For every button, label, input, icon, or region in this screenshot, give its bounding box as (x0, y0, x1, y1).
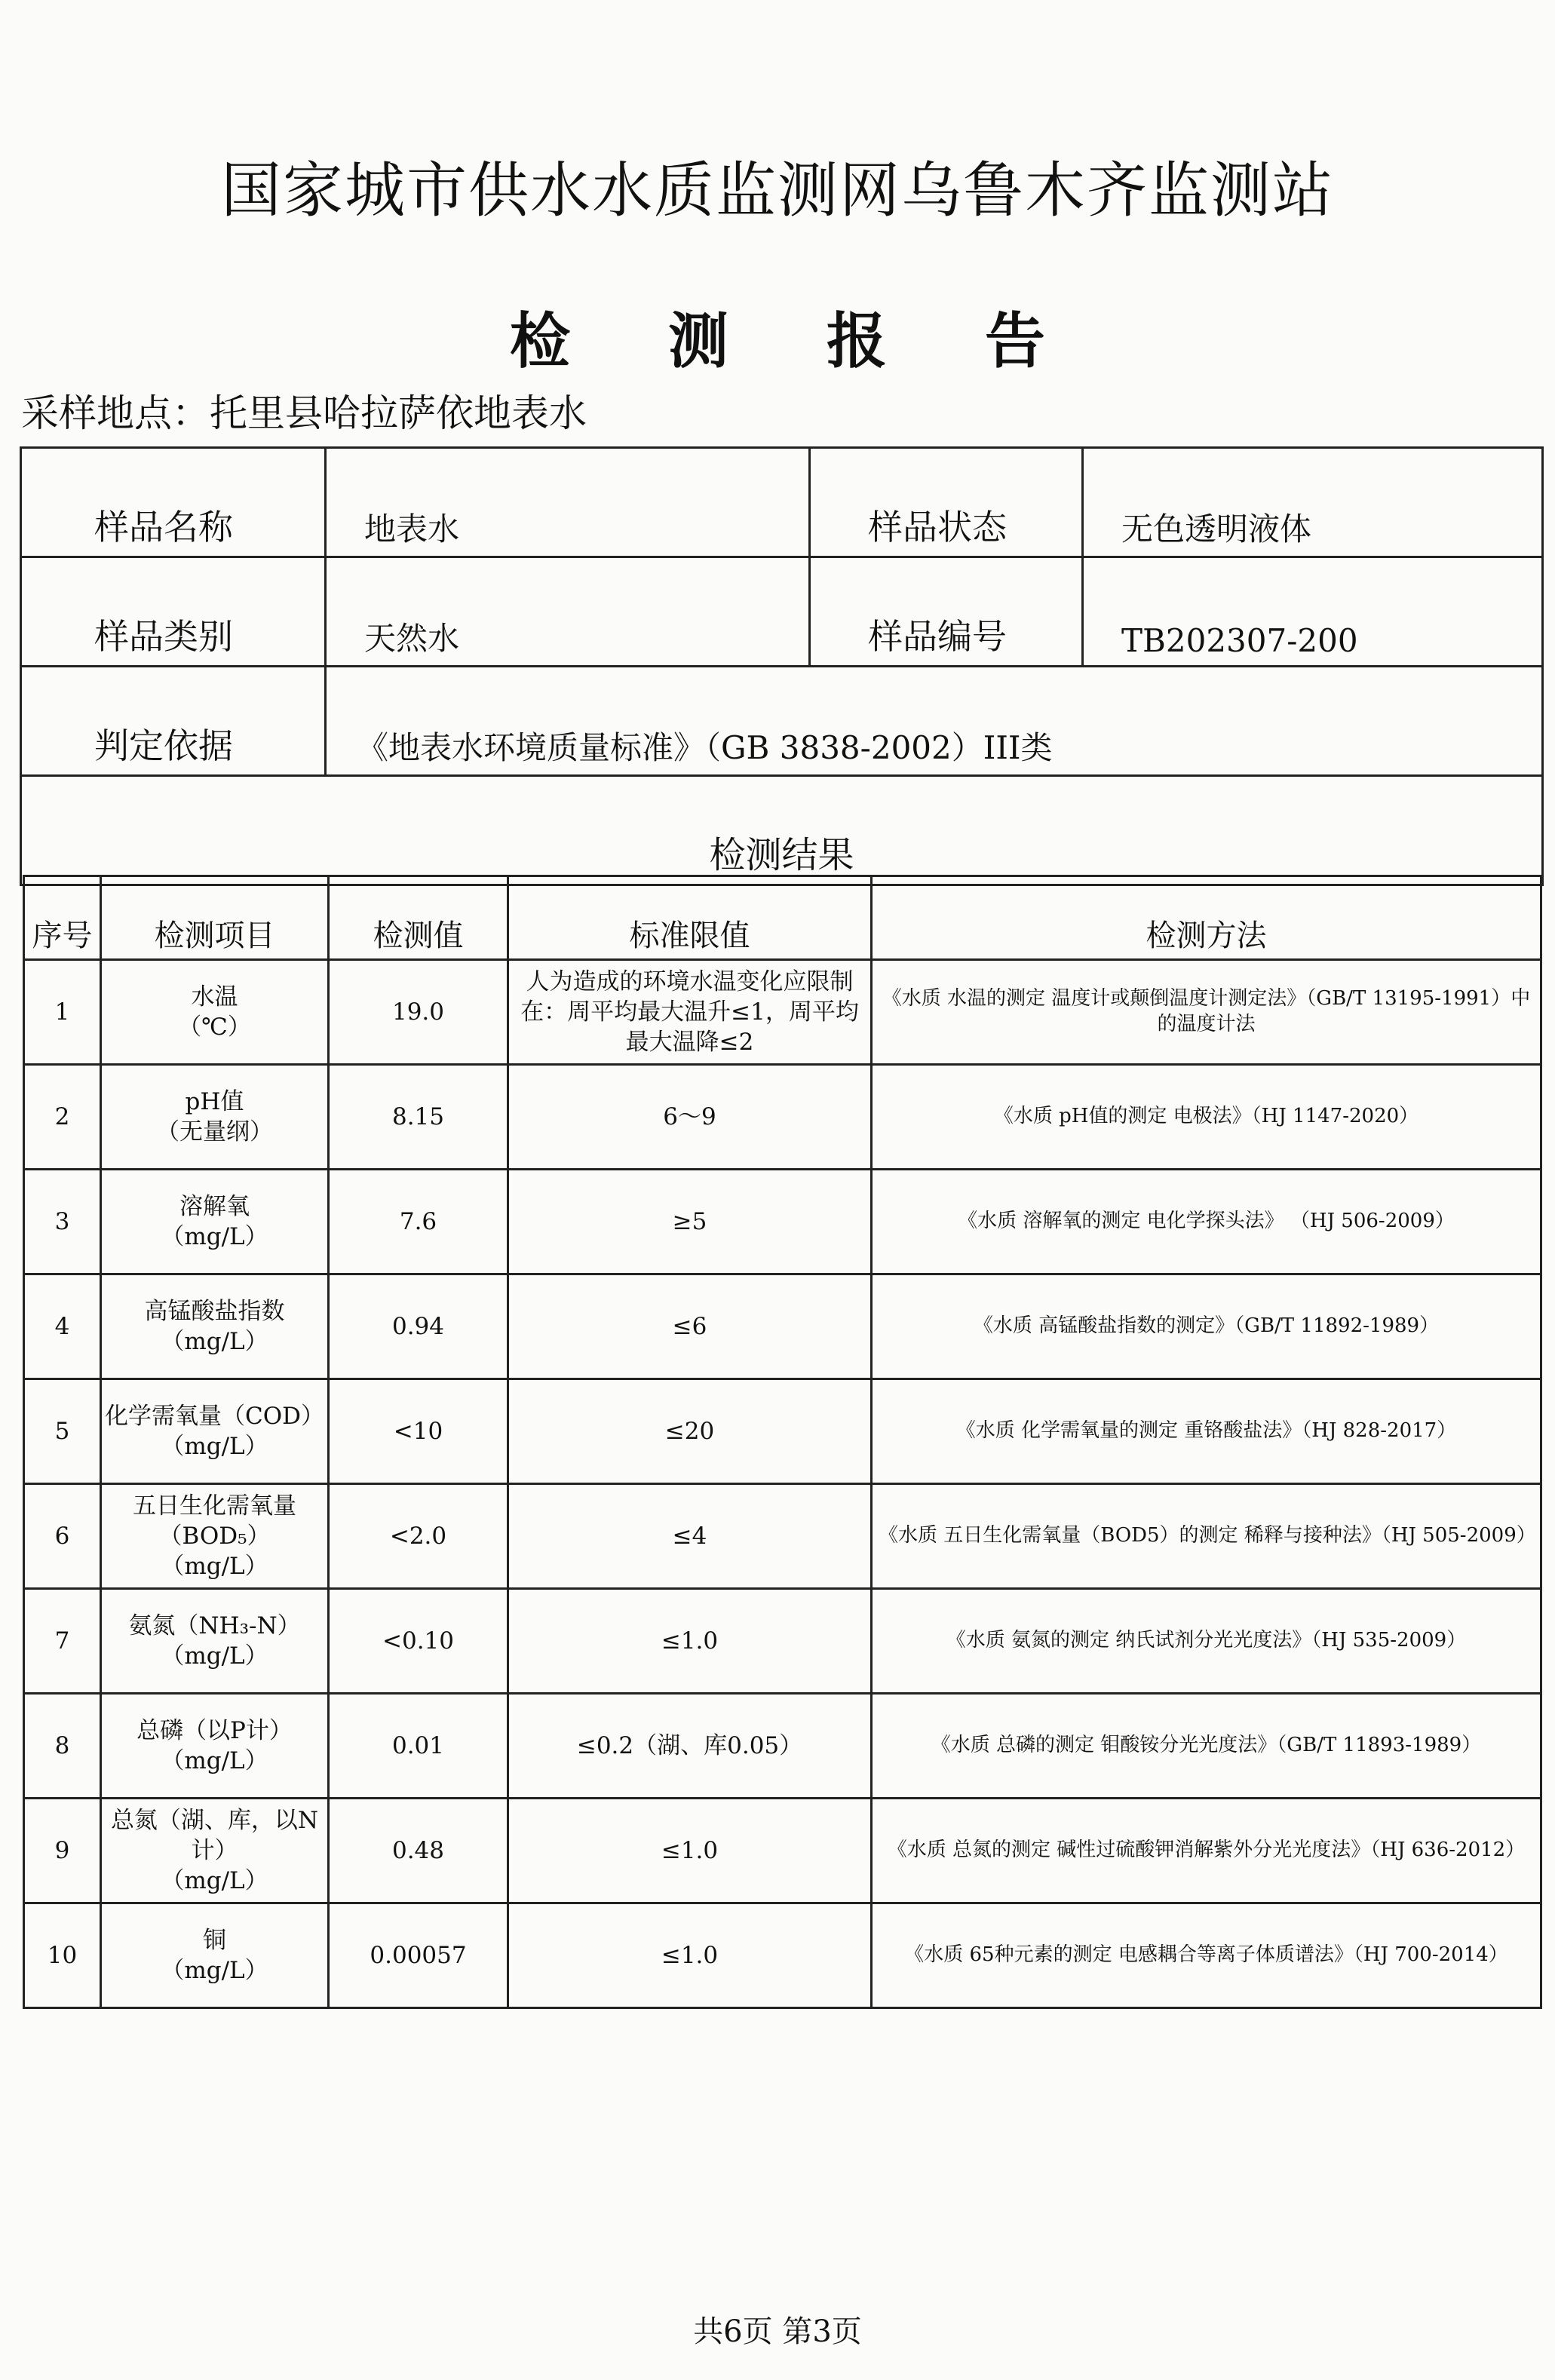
row-no: 4 (24, 1274, 101, 1379)
item-name: 水温 (191, 983, 238, 1011)
results-header-row (24, 876, 1541, 960)
item-unit: （mg/L） (161, 1223, 268, 1250)
item-name: 氨氮（NH₃-N） (128, 1612, 301, 1639)
item-unit: （无量纲） (156, 1118, 273, 1146)
item-name: pH值 (185, 1087, 244, 1115)
row-value: <0.10 (329, 1589, 508, 1694)
table-row (24, 1903, 1541, 2008)
row-limit: ≤0.2（湖、库0.05） (508, 1694, 872, 1799)
organization-title: 国家城市供水水质监测网乌鲁木齐监测站 (221, 155, 1334, 225)
table-row (24, 1065, 1541, 1170)
sampling-location: 采样地点：托里县哈拉萨依地表水 (21, 391, 587, 435)
item-name: 化学需氧量（COD） (105, 1402, 324, 1430)
row-no: 10 (24, 1903, 101, 2008)
sample-category-label: 样品类别 (21, 557, 326, 667)
item-unit: （mg/L） (161, 1747, 268, 1774)
header-item: 检测项目 (101, 876, 329, 960)
row-no: 5 (24, 1379, 101, 1484)
row-method: 《水质 高锰酸盐指数的测定》（GB/T 11892-1989） (872, 1274, 1541, 1379)
page-footer: 共6页 第3页 (693, 2314, 862, 2349)
row-limit: ≤1.0 (508, 1799, 872, 1903)
row-no: 8 (24, 1694, 101, 1799)
item-unit: （mg/L） (161, 1328, 268, 1355)
row-limit: 6～9 (508, 1065, 872, 1170)
row-no: 2 (24, 1065, 101, 1170)
row-item (101, 1903, 329, 2008)
table-row (24, 1589, 1541, 1694)
sample-number-label: 样品编号 (810, 557, 1083, 667)
row-value: 19.0 (329, 960, 508, 1065)
item-unit: （mg/L） (161, 1642, 268, 1670)
item-name: 溶解氧 (179, 1192, 250, 1220)
sample-name-value: 地表水 (326, 448, 810, 557)
row-method: 《水质 pH值的测定 电极法》（HJ 1147-2020） (872, 1065, 1541, 1170)
row-item (101, 1589, 329, 1694)
sample-number-value: TB202307-200 (1083, 557, 1543, 667)
table-row (24, 1274, 1541, 1379)
sample-info-table (20, 446, 1544, 886)
item-name: 五日生化需氧量（BOD₅） (133, 1492, 296, 1550)
row-limit: ≤1.0 (508, 1903, 872, 2008)
row-limit: ≤4 (508, 1484, 872, 1589)
row-limit: ≤20 (508, 1379, 872, 1484)
row-no: 7 (24, 1589, 101, 1694)
row-value: 8.15 (329, 1065, 508, 1170)
table-row (24, 1170, 1541, 1274)
row-method: 《水质 总氮的测定 碱性过硫酸钾消解紫外分光光度法》（HJ 636-2012） (872, 1799, 1541, 1903)
row-method: 《水质 五日生化需氧量（BOD5）的测定 稀释与接种法》（HJ 505-2009） (872, 1484, 1541, 1589)
item-unit: （mg/L） (161, 1867, 268, 1895)
item-name: 高锰酸盐指数 (144, 1297, 285, 1325)
row-method: 《水质 氨氮的测定 纳氏试剂分光光度法》（HJ 535-2009） (872, 1589, 1541, 1694)
row-no: 1 (24, 960, 101, 1065)
row-no: 3 (24, 1170, 101, 1274)
item-unit: （℃） (178, 1014, 251, 1041)
results-heading: 检测结果 (21, 776, 1543, 885)
header-limit: 标准限值 (508, 876, 872, 960)
header-no: 序号 (24, 876, 101, 960)
row-no: 6 (24, 1484, 101, 1589)
row-item (101, 1379, 329, 1484)
row-item (101, 960, 329, 1065)
header-value: 检测值 (329, 876, 508, 960)
row-limit: ≤6 (508, 1274, 872, 1379)
row-value: 0.94 (329, 1274, 508, 1379)
row-method: 《水质 溶解氧的测定 电化学探头法》 （HJ 506-2009） (872, 1170, 1541, 1274)
table-row (24, 1379, 1541, 1484)
item-name: 总磷（以P计） (136, 1716, 293, 1744)
row-item (101, 1799, 329, 1903)
sample-state-label: 样品状态 (810, 448, 1083, 557)
table-row (24, 1484, 1541, 1589)
row-item (101, 1170, 329, 1274)
row-item (101, 1274, 329, 1379)
row-item (101, 1694, 329, 1799)
item-unit: （mg/L） (161, 1957, 268, 1984)
row-value: <10 (329, 1379, 508, 1484)
sample-category-value: 天然水 (326, 557, 810, 667)
row-limit: ≥5 (508, 1170, 872, 1274)
row-value: <2.0 (329, 1484, 508, 1589)
row-item (101, 1484, 329, 1589)
basis-label: 判定依据 (21, 667, 326, 776)
row-method: 《水质 化学需氧量的测定 重铬酸盐法》（HJ 828-2017） (872, 1379, 1541, 1484)
item-name: 总氮（湖、库，以N计） (110, 1806, 319, 1864)
item-unit: （mg/L） (161, 1433, 268, 1460)
row-method: 《水质 总磷的测定 钼酸铵分光光度法》（GB/T 11893-1989） (872, 1694, 1541, 1799)
row-value: 7.6 (329, 1170, 508, 1274)
report-title: 检测报告 (510, 306, 1143, 376)
row-item (101, 1065, 329, 1170)
table-row (24, 1694, 1541, 1799)
table-row (24, 1799, 1541, 1903)
sample-state-value: 无色透明液体 (1083, 448, 1543, 557)
row-value: 0.01 (329, 1694, 508, 1799)
sample-name-label: 样品名称 (21, 448, 326, 557)
row-value: 0.00057 (329, 1903, 508, 2008)
table-row (24, 960, 1541, 1065)
header-method: 检测方法 (872, 876, 1541, 960)
item-name: 铜 (203, 1926, 226, 1954)
row-limit: 人为造成的环境水温变化应限制在：周平均最大温升≤1，周平均最大温降≤2 (508, 960, 872, 1065)
item-unit: （mg/L） (161, 1553, 268, 1581)
row-method: 《水质 水温的测定 温度计或颠倒温度计测定法》（GB/T 13195-1991）中的温度计法 (872, 960, 1541, 1065)
row-no: 9 (24, 1799, 101, 1903)
row-limit: ≤1.0 (508, 1589, 872, 1694)
row-value: 0.48 (329, 1799, 508, 1903)
row-method: 《水质 65种元素的测定 电感耦合等离子体质谱法》（HJ 700-2014） (872, 1903, 1541, 2008)
basis-value: 《地表水环境质量标准》（GB 3838-2002）III类 (326, 667, 1543, 776)
results-table (23, 875, 1542, 2009)
